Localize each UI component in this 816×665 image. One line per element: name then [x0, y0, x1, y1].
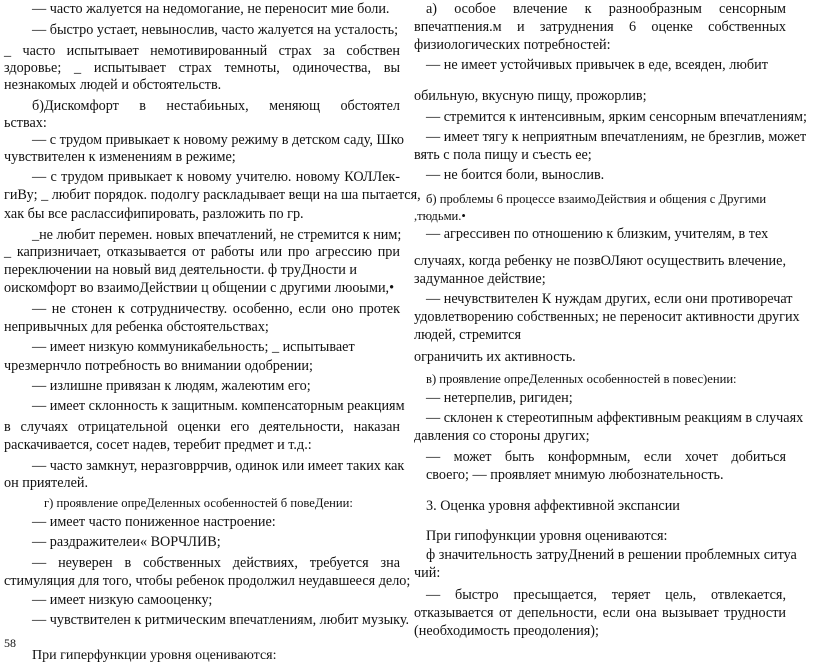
text-line: ограничить их активность.	[414, 349, 576, 365]
text-line: — склонен к стереотипным аффективным реакциям в случаях	[426, 410, 804, 426]
text-line: вять с пола пищу и съесть ее;	[414, 147, 592, 163]
text-line: — стремится к интенсивным, ярким сенсорным впечатлениям;	[426, 109, 807, 125]
text-line: ьствах:	[4, 115, 47, 131]
text-line: гиВу; _ любит порядок. пoдoлгу раскладывает вещи на ша пытается,	[4, 187, 421, 203]
text-line: переключении на новый вид деятельности. ф труДности и	[4, 262, 357, 278]
text-line: чрезмернчло потребность во внимании одобрении;	[4, 358, 313, 374]
bottom-line: При гиперфункции уровня оцениваются:	[32, 648, 277, 663]
text-line: — может быть конформным, если хочет добиться	[426, 449, 786, 465]
text-line: удовлетворению собственных; не переносит активности других	[414, 309, 800, 325]
text-line: обильную, вкусную пищу, прожорлив;	[414, 88, 647, 104]
text-line: — с трудом привыкает к новому режиму в детском саду, Шко	[32, 132, 405, 148]
text-line: в случаях отрицательной оценки его деятельности, наказан	[4, 419, 400, 435]
text-line: ф значительность затруДнений в решении проблемных ситуа	[426, 547, 797, 563]
text-line: ,тюдьми.•	[414, 209, 466, 223]
text-line: — раздражителеи« ВОРЧЛИВ;	[32, 534, 221, 550]
text-line: он приятелей.	[4, 475, 89, 491]
text-line: а) особое влечение к разнообразным сенсорным	[426, 1, 786, 17]
text-line: При гипофункции уровня оцениваются:	[426, 528, 668, 544]
text-line: — чувствителен к ритмическим впечатлениям, любит музыку.	[32, 612, 410, 628]
text-line: — имеет низкую коммуникабельность; _ испытывает	[32, 339, 355, 355]
text-line: — с трудом привыкает к новому учителю. новому КОЛЛек-	[32, 169, 400, 185]
text-line: здоровье; _ испытывает страх темноты, одиночества, вы	[4, 60, 400, 76]
text-line: — нечувствителен К нуждам других, если они противоречат	[426, 291, 793, 307]
text-line: — имеет часто пониженное настроение:	[32, 514, 276, 530]
text-line: людей, стремится	[414, 327, 521, 343]
text-line: б)Дискомфорт в нестабиьных, меняющ обстоятел	[32, 98, 400, 114]
text-line: — не имеет устойчивых привычек в еде, всеяден, любит	[426, 57, 768, 73]
page-number: 58	[4, 636, 16, 650]
text-line: случаях, когда ребенку не позвОЛяют осуществить влечение,	[414, 253, 786, 269]
text-line: — часто замкнут, неразговррчив, одинок или имеет таких как	[32, 458, 405, 474]
text-line: _ капризничает, отказывается от работы или про агрессию при	[4, 244, 400, 260]
text-line: стимуляция для того, чтобы ребенок продолжил неудавшееся дело;	[4, 573, 411, 589]
text-line: — агрессивен по отношению к близким, учителям, в тех	[426, 226, 769, 242]
text-line: — не стонен к сотрудничеству. особенно, если оно протек	[32, 301, 400, 317]
text-line: б) проблемы 6 процессе взаимоДействия и общения с Другими	[426, 192, 767, 206]
text-line: — излишне привязан к людям, жалеютим его;	[32, 378, 311, 394]
text-line: непривычных для ребенка обстоятельствах;	[4, 319, 269, 335]
text-line: раскачивается, сосет надев, теребит предмет и т.д.:	[4, 437, 312, 453]
text-line: незнакомых людей и обстоятельств.	[4, 77, 222, 93]
text-line: — нетерпелив, ригиден;	[426, 390, 573, 406]
text-line: чувствителен к изменениям в режиме;	[4, 149, 236, 165]
text-line: — часто жалуется на недомогание, не переносит мие боли.	[32, 1, 390, 17]
text-line: _ часто испытывает немотивированный страх за собствен	[4, 43, 400, 59]
text-line: физиологических потребностей:	[414, 37, 611, 53]
text-line: своего; — проявляет мнимую любознательность.	[426, 467, 724, 483]
text-line: — неуверен в собственных действиях, требуется зна	[32, 555, 400, 571]
text-line: г) проявление опреДеленных особенностей б повеДении:	[44, 496, 353, 510]
text-line: — имеет низкую самооценку;	[32, 592, 213, 608]
text-line: в) проявление опреДеленных особенностей в повес)ении:	[426, 372, 737, 386]
text-line: — имеет склонность к защитным. компенсаторным реакциям	[32, 398, 405, 414]
text-line: впечатпения.м и затруднения 6 оценке собственных	[414, 19, 786, 35]
text-line: чий:	[414, 565, 441, 581]
text-line: _не любит перемен. новых впечатлений, не стремится к ним;	[32, 227, 402, 243]
text-line: хак бы все раслассифипировать, разложить по гр.	[4, 206, 304, 222]
text-line: — не боится боли, вынослив.	[426, 167, 605, 183]
text-line: — имеет тягу к неприятным впечатлениям, не брезглив, может	[426, 129, 807, 145]
text-line: задуманное действие;	[414, 271, 546, 287]
text-line: оискомфорт во взаимоДействии ц общении с другими люоыми,•	[4, 280, 395, 296]
text-line: — быстро устает, невынослив, часто жалуется на усталость;	[32, 22, 399, 38]
text-line: (необходимость преодоления);	[414, 623, 599, 639]
section-heading: 3. Оценка уровня аффективной экспансии	[426, 498, 680, 514]
text-line: — быстро пресыщается, теряет цель, отвлекается,	[426, 587, 786, 603]
text-line: отказывается от депельности, если она вызывает трудности	[414, 605, 786, 621]
text-line: давления со стороны других;	[414, 428, 590, 444]
